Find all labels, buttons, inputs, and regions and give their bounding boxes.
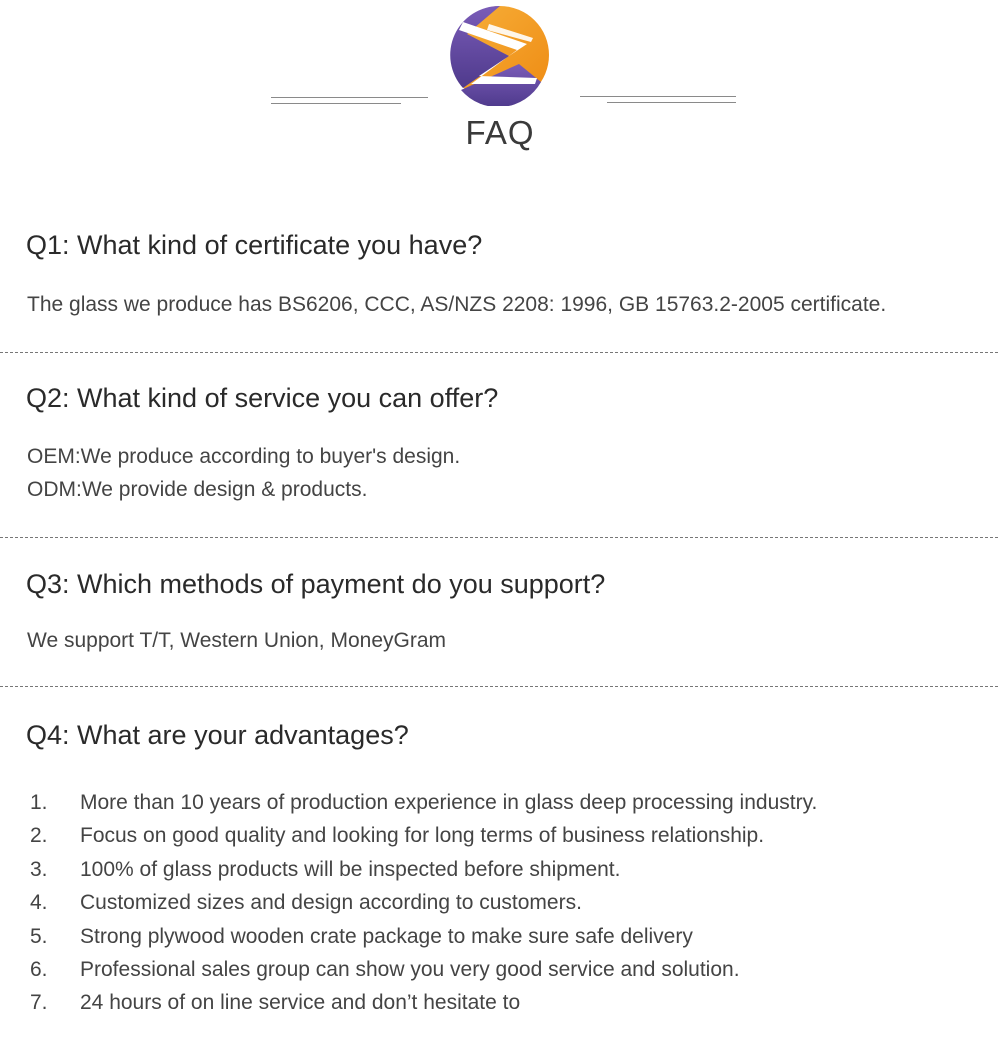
- list-item: [0, 853, 1000, 886]
- decorative-line: [271, 97, 428, 98]
- company-logo: [449, 4, 551, 106]
- list-item-number: 5.: [30, 924, 48, 948]
- list-item: [0, 786, 1000, 819]
- list-item: [0, 819, 1000, 852]
- list-item-text: Customized sizes and design according to customers.: [80, 891, 582, 915]
- faq-answer-2-line-2: ODM:We provide design & products.: [27, 478, 368, 501]
- list-item-text: 24 hours of on line service and don’t hesitate to: [80, 991, 521, 1015]
- list-item: [0, 920, 1000, 953]
- list-item-number: 1.: [30, 791, 48, 814]
- list-item-text: 100% of glass products will be inspected before shipment.: [80, 857, 621, 881]
- list-item-number: 3.: [30, 857, 48, 881]
- list-item: [0, 953, 1000, 986]
- list-item-text: Focus on good quality and looking for long terms of business relationship.: [80, 824, 765, 848]
- faq-question-3: Q3: Which methods of payment do you support?: [26, 569, 606, 599]
- faq-divider: [0, 686, 998, 687]
- faq-question-2: Q2: What kind of service you can offer?: [26, 383, 499, 413]
- list-item-number: 7.: [30, 991, 48, 1015]
- faq-question-4: Q4: What are your advantages?: [26, 720, 409, 750]
- decorative-line: [580, 96, 736, 97]
- decorative-line: [271, 103, 401, 104]
- faq-divider: [0, 537, 998, 538]
- faq-answer-2-line-1: OEM:We produce according to buyer's design.: [27, 445, 461, 468]
- list-item-text: More than 10 years of production experience in glass deep processing industry.: [80, 791, 818, 814]
- faq-divider: [0, 352, 998, 353]
- page-title: FAQ: [465, 114, 535, 151]
- list-item: [0, 886, 1000, 919]
- faq-answer-3: We support T/T, Western Union, MoneyGram: [27, 629, 446, 652]
- faq-question-1: Q1: What kind of certificate you have?: [26, 230, 483, 260]
- advantages-list: [0, 786, 1000, 1020]
- list-item: [0, 986, 1000, 1019]
- faq-header: [0, 0, 1000, 170]
- decorative-line: [607, 102, 736, 103]
- list-item-number: 2.: [30, 824, 48, 848]
- list-item-number: 4.: [30, 891, 48, 915]
- list-item-number: 6.: [30, 957, 48, 981]
- list-item-text: Professional sales group can show you very good service and solution.: [80, 957, 740, 981]
- list-item-text: Strong plywood wooden crate package to make sure safe delivery: [80, 924, 693, 948]
- faq-answer-1: The glass we produce has BS6206, CCC, AS/NZS 2208: 1996, GB 15763.2-2005 certificate.: [27, 293, 887, 316]
